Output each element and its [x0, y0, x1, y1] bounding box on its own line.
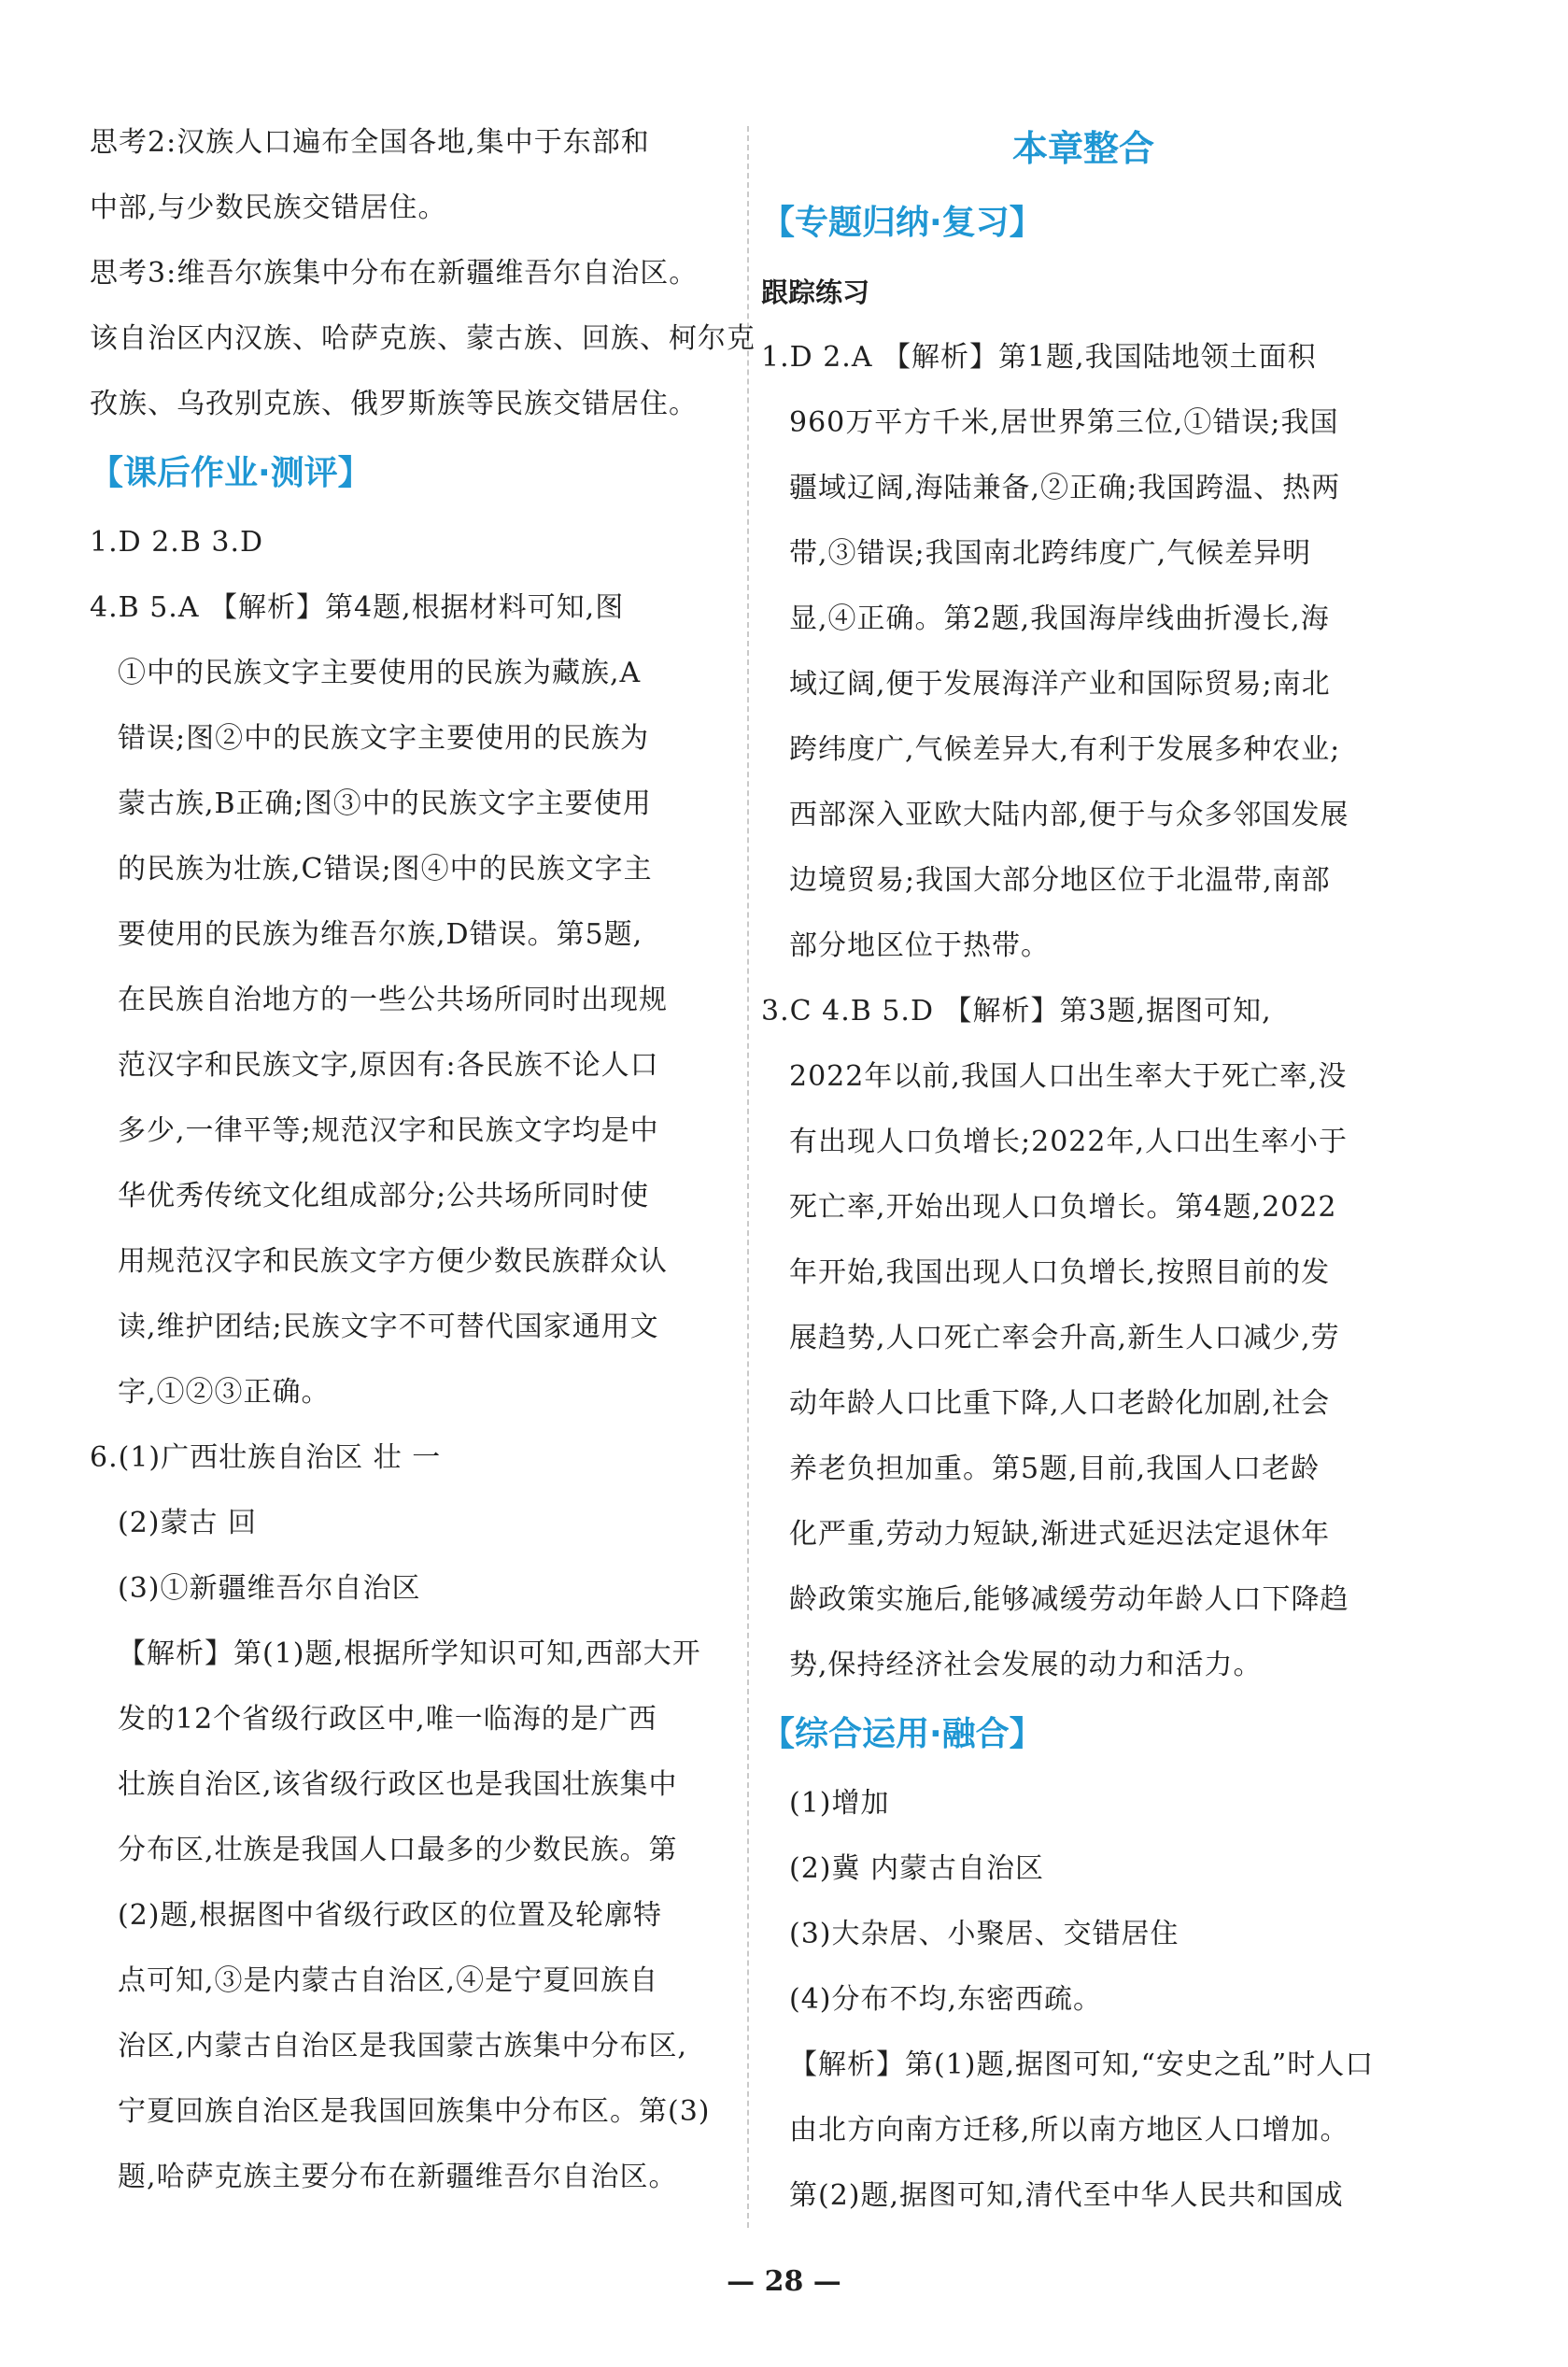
explanation-line: 点可知,③是内蒙古自治区,④是宁夏回族自 [118, 1964, 659, 1997]
answer-line: 字,①②③正确。 [118, 1376, 331, 1409]
text-line: 思考2:汉族人口遍布全国各地,集中于东部和 [90, 126, 650, 159]
answer-line: 6.(1)广西壮族自治区 壮 一 [90, 1441, 442, 1474]
answer-line: 范汉字和民族文字,原因有:各民族不论人口 [118, 1049, 659, 1082]
answer-line: 要使用的民族为维吾尔族,D错误。第5题, [118, 918, 643, 951]
answer-line: 部分地区位于热带。 [789, 929, 1050, 962]
answer-line: 4.B 5.A 【解析】第4题,根据材料可知,图 [90, 591, 625, 624]
explanation-line: 分布区,壮族是我国人口最多的少数民族。第 [118, 1834, 678, 1866]
answer-line: 边境贸易;我国大部分地区位于北温带,南部 [789, 864, 1331, 897]
answer-line: (4)分布不均,东密西疏。 [789, 1983, 1103, 2016]
answer-line: 读,维护团结;民族文字不可替代国家通用文 [118, 1311, 659, 1343]
explanation-line: 【解析】第(1)题,根据所学知识可知,西部大开 [118, 1637, 701, 1670]
explanation-line: 宁夏回族自治区是我国回族集中分布区。第(3) [118, 2095, 711, 2128]
explanation-line: 发的12个省级行政区中,唯一临海的是广西 [118, 1703, 657, 1736]
explanation-line: 题,哈萨克族主要分布在新疆维吾尔自治区。 [118, 2161, 678, 2193]
answer-line: (2)蒙古 回 [118, 1507, 258, 1539]
answer-line: 显,④正确。第2题,我国海岸线曲折漫长,海 [789, 602, 1330, 635]
answer-line: 华优秀传统文化组成部分;公共场所同时使 [118, 1180, 650, 1212]
answer-line: 的民族为壮族,C错误;图④中的民族文字主 [118, 853, 653, 886]
answer-line: 有出现人口负增长;2022年,人口出生率小于 [789, 1126, 1348, 1158]
answer-line: 3.C 4.B 5.D 【解析】第3题,据图可知, [761, 995, 1272, 1028]
right-column [761, 110, 1406, 2229]
answer-line: 动年龄人口比重下降,人口老龄化加剧,社会 [789, 1387, 1331, 1420]
answer-line: 势,保持经济社会发展的动力和活力。 [789, 1649, 1263, 1681]
answer-line: (2)冀 内蒙古自治区 [789, 1852, 1045, 1885]
answer-line: 龄政策实施后,能够减缓劳动年龄人口下降趋 [789, 1583, 1349, 1616]
answer-line: 养老负担加重。第5题,目前,我国人口老龄 [789, 1453, 1321, 1485]
answer-line: 带,③错误;我国南北跨纬度广,气候差异明 [789, 537, 1312, 570]
answer-line: 疆域辽阔,海陆兼备,②正确;我国跨温、热两 [789, 472, 1341, 504]
page-number: — 28 — [727, 2265, 841, 2298]
text-line: 中部,与少数民族交错居住。 [90, 191, 447, 224]
answer-line: 960万平方千米,居世界第三位,①错误;我国 [789, 406, 1339, 439]
answer-line: 域辽阔,便于发展海洋产业和国际贸易;南北 [789, 668, 1331, 701]
answer-line: 2022年以前,我国人口出生率大于死亡率,没 [789, 1060, 1348, 1093]
answer-line: 错误;图②中的民族文字主要使用的民族为 [118, 722, 650, 755]
answer-line: (1)增加 [789, 1787, 890, 1820]
answer-line: 西部深入亚欧大陆内部,便于与众多邻国发展 [789, 799, 1349, 831]
section-heading-homework: 【课后作业·测评】 [90, 454, 372, 492]
text-line: 该自治区内汉族、哈萨克族、蒙古族、回族、柯尔克 [90, 322, 756, 355]
explanation-line: 治区,内蒙古自治区是我国蒙古族集中分布区, [118, 2030, 688, 2062]
answer-line: 死亡率,开始出现人口负增长。第4题,2022 [789, 1191, 1337, 1224]
explanation-line: 壮族自治区,该省级行政区也是我国壮族集中 [118, 1768, 678, 1801]
text-line: 孜族、乌孜别克族、俄罗斯族等民族交错居住。 [90, 388, 698, 420]
answer-line: ①中的民族文字主要使用的民族为藏族,A [118, 657, 642, 689]
answer-line: 用规范汉字和民族文字方便少数民族群众认 [118, 1245, 668, 1278]
explanation-line: (2)题,根据图中省级行政区的位置及轮廓特 [118, 1899, 663, 1932]
chapter-title: 本章整合 [1011, 127, 1154, 169]
answer-line: 多少,一律平等;规范汉字和民族文字均是中 [118, 1114, 659, 1147]
answer-line: 在民族自治地方的一些公共场所同时出现规 [118, 984, 668, 1016]
section-heading-application: 【综合运用·融合】 [761, 1715, 1043, 1753]
answer-line: 跨纬度广,气候差异大,有利于发展多种农业; [789, 733, 1341, 766]
section-heading-review: 【专题归纳·复习】 [761, 204, 1043, 242]
answer-line: 1.D 2.B 3.D [90, 526, 264, 559]
answer-line: 年开始,我国出现人口负增长,按照目前的发 [789, 1256, 1331, 1289]
explanation-line: 【解析】第(1)题,据图可知,“安史之乱”时人口 [789, 2048, 1375, 2081]
answer-line: 化严重,劳动力短缺,渐进式延迟法定退休年 [789, 1518, 1331, 1551]
explanation-line: 由北方向南方迁移,所以南方地区人口增加。 [789, 2114, 1349, 2147]
answer-line: 展趋势,人口死亡率会升高,新生人口减少,劳 [789, 1322, 1340, 1354]
text-line: 思考3:维吾尔族集中分布在新疆维吾尔自治区。 [90, 257, 699, 290]
answer-line: 1.D 2.A 【解析】第1题,我国陆地领土面积 [761, 341, 1317, 374]
explanation-line: 第(2)题,据图可知,清代至中华人民共和国成 [789, 2179, 1344, 2212]
answer-line: 蒙古族,B正确;图③中的民族文字主要使用 [118, 787, 652, 820]
left-column [90, 110, 756, 2210]
subheading-practice: 跟踪练习 [761, 276, 870, 308]
answer-line: (3)大杂居、小聚居、交错居住 [789, 1918, 1180, 1950]
column-divider [747, 126, 749, 2228]
answer-line: (3)①新疆维吾尔自治区 [118, 1572, 421, 1605]
